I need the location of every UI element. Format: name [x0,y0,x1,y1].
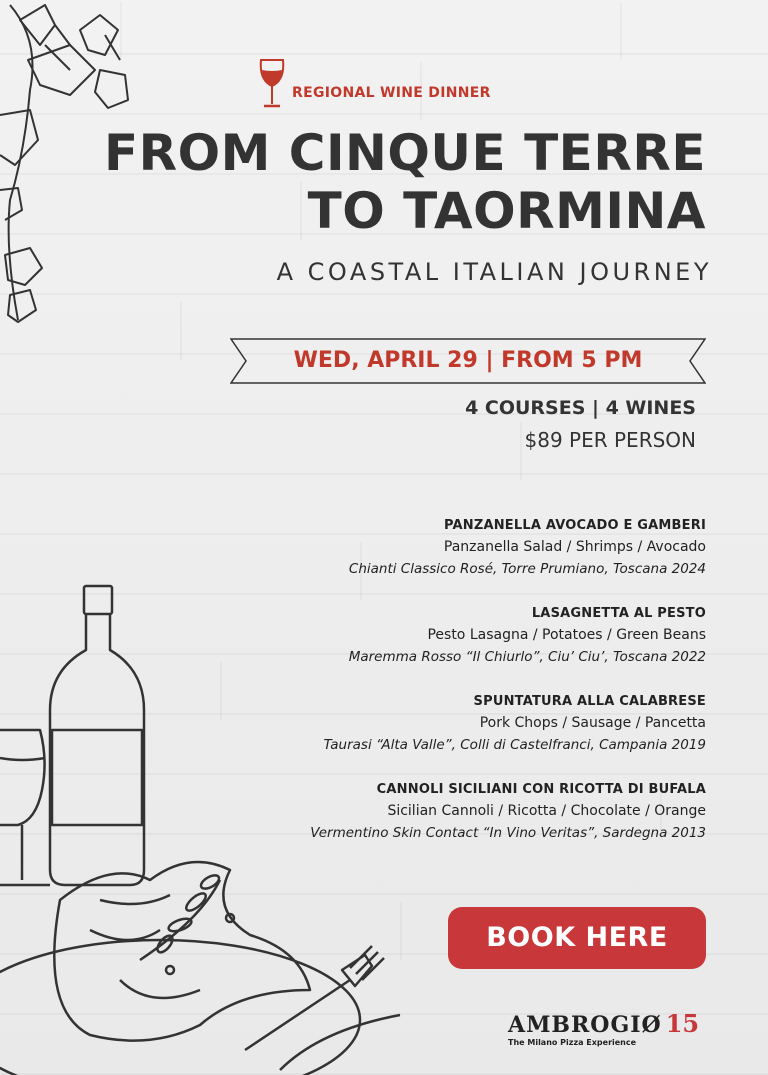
menu-list [186,516,706,868]
course-wine: Maremma Rosso “Il Chiurlo”, Ciu’ Ciu’, Toscana 2022 [348,649,706,665]
course-name: CANNOLI SICILIANI CON RICOTTA DI BUFALA [376,782,706,797]
page-subtitle: A COASTAL ITALIAN JOURNEY [276,258,712,286]
title-line-1: FROM CINQUE TERRE [103,124,706,182]
course-name: LASAGNETTA AL PESTO [531,606,706,621]
title-line-2: TO TAORMINA [307,182,706,240]
course-items: Sicilian Cannoli / Ricotta / Chocolate / Orange [387,803,706,819]
price: $89 PER PERSON [524,428,696,452]
menu-course [186,604,706,668]
brand-logo [508,1009,708,1047]
event-eyebrow: REGIONAL WINE DINNER [292,85,491,101]
course-items: Pesto Lasagna / Potatoes / Green Beans [427,627,706,643]
napkin-fork-illustration [0,840,430,1075]
course-wine: Vermentino Skin Contact “In Vino Veritas”, Sardegna 2013 [310,825,706,841]
course-items: Panzanella Salad / Shrimps / Avocado [443,539,706,555]
menu-course [186,780,706,844]
page-title [66,124,706,240]
logo-wordmark: AMBROGIØ [508,1012,662,1038]
book-here-button[interactable]: BOOK HERE [448,907,706,969]
logo-tagline: The Milano Pizza Experience [508,1038,637,1047]
wine-glass-icon [258,58,286,110]
menu-course [186,516,706,580]
menu-course [186,692,706,756]
courses-summary: 4 COURSES | 4 WINES [465,397,696,419]
logo-number: 15 [665,1009,700,1038]
course-name: PANZANELLA AVOCADO E GAMBERI [443,518,706,533]
event-date: WED, APRIL 29 | FROM 5 PM [293,348,643,373]
course-name: SPUNTATURA ALLA CALABRESE [473,694,706,709]
course-items: Pork Chops / Sausage / Pancetta [479,715,706,731]
course-wine: Chianti Classico Rosé, Torre Prumiano, Toscana 2024 [348,561,706,577]
course-wine: Taurasi “Alta Valle”, Colli di Castelfranci, Campania 2019 [323,737,706,753]
